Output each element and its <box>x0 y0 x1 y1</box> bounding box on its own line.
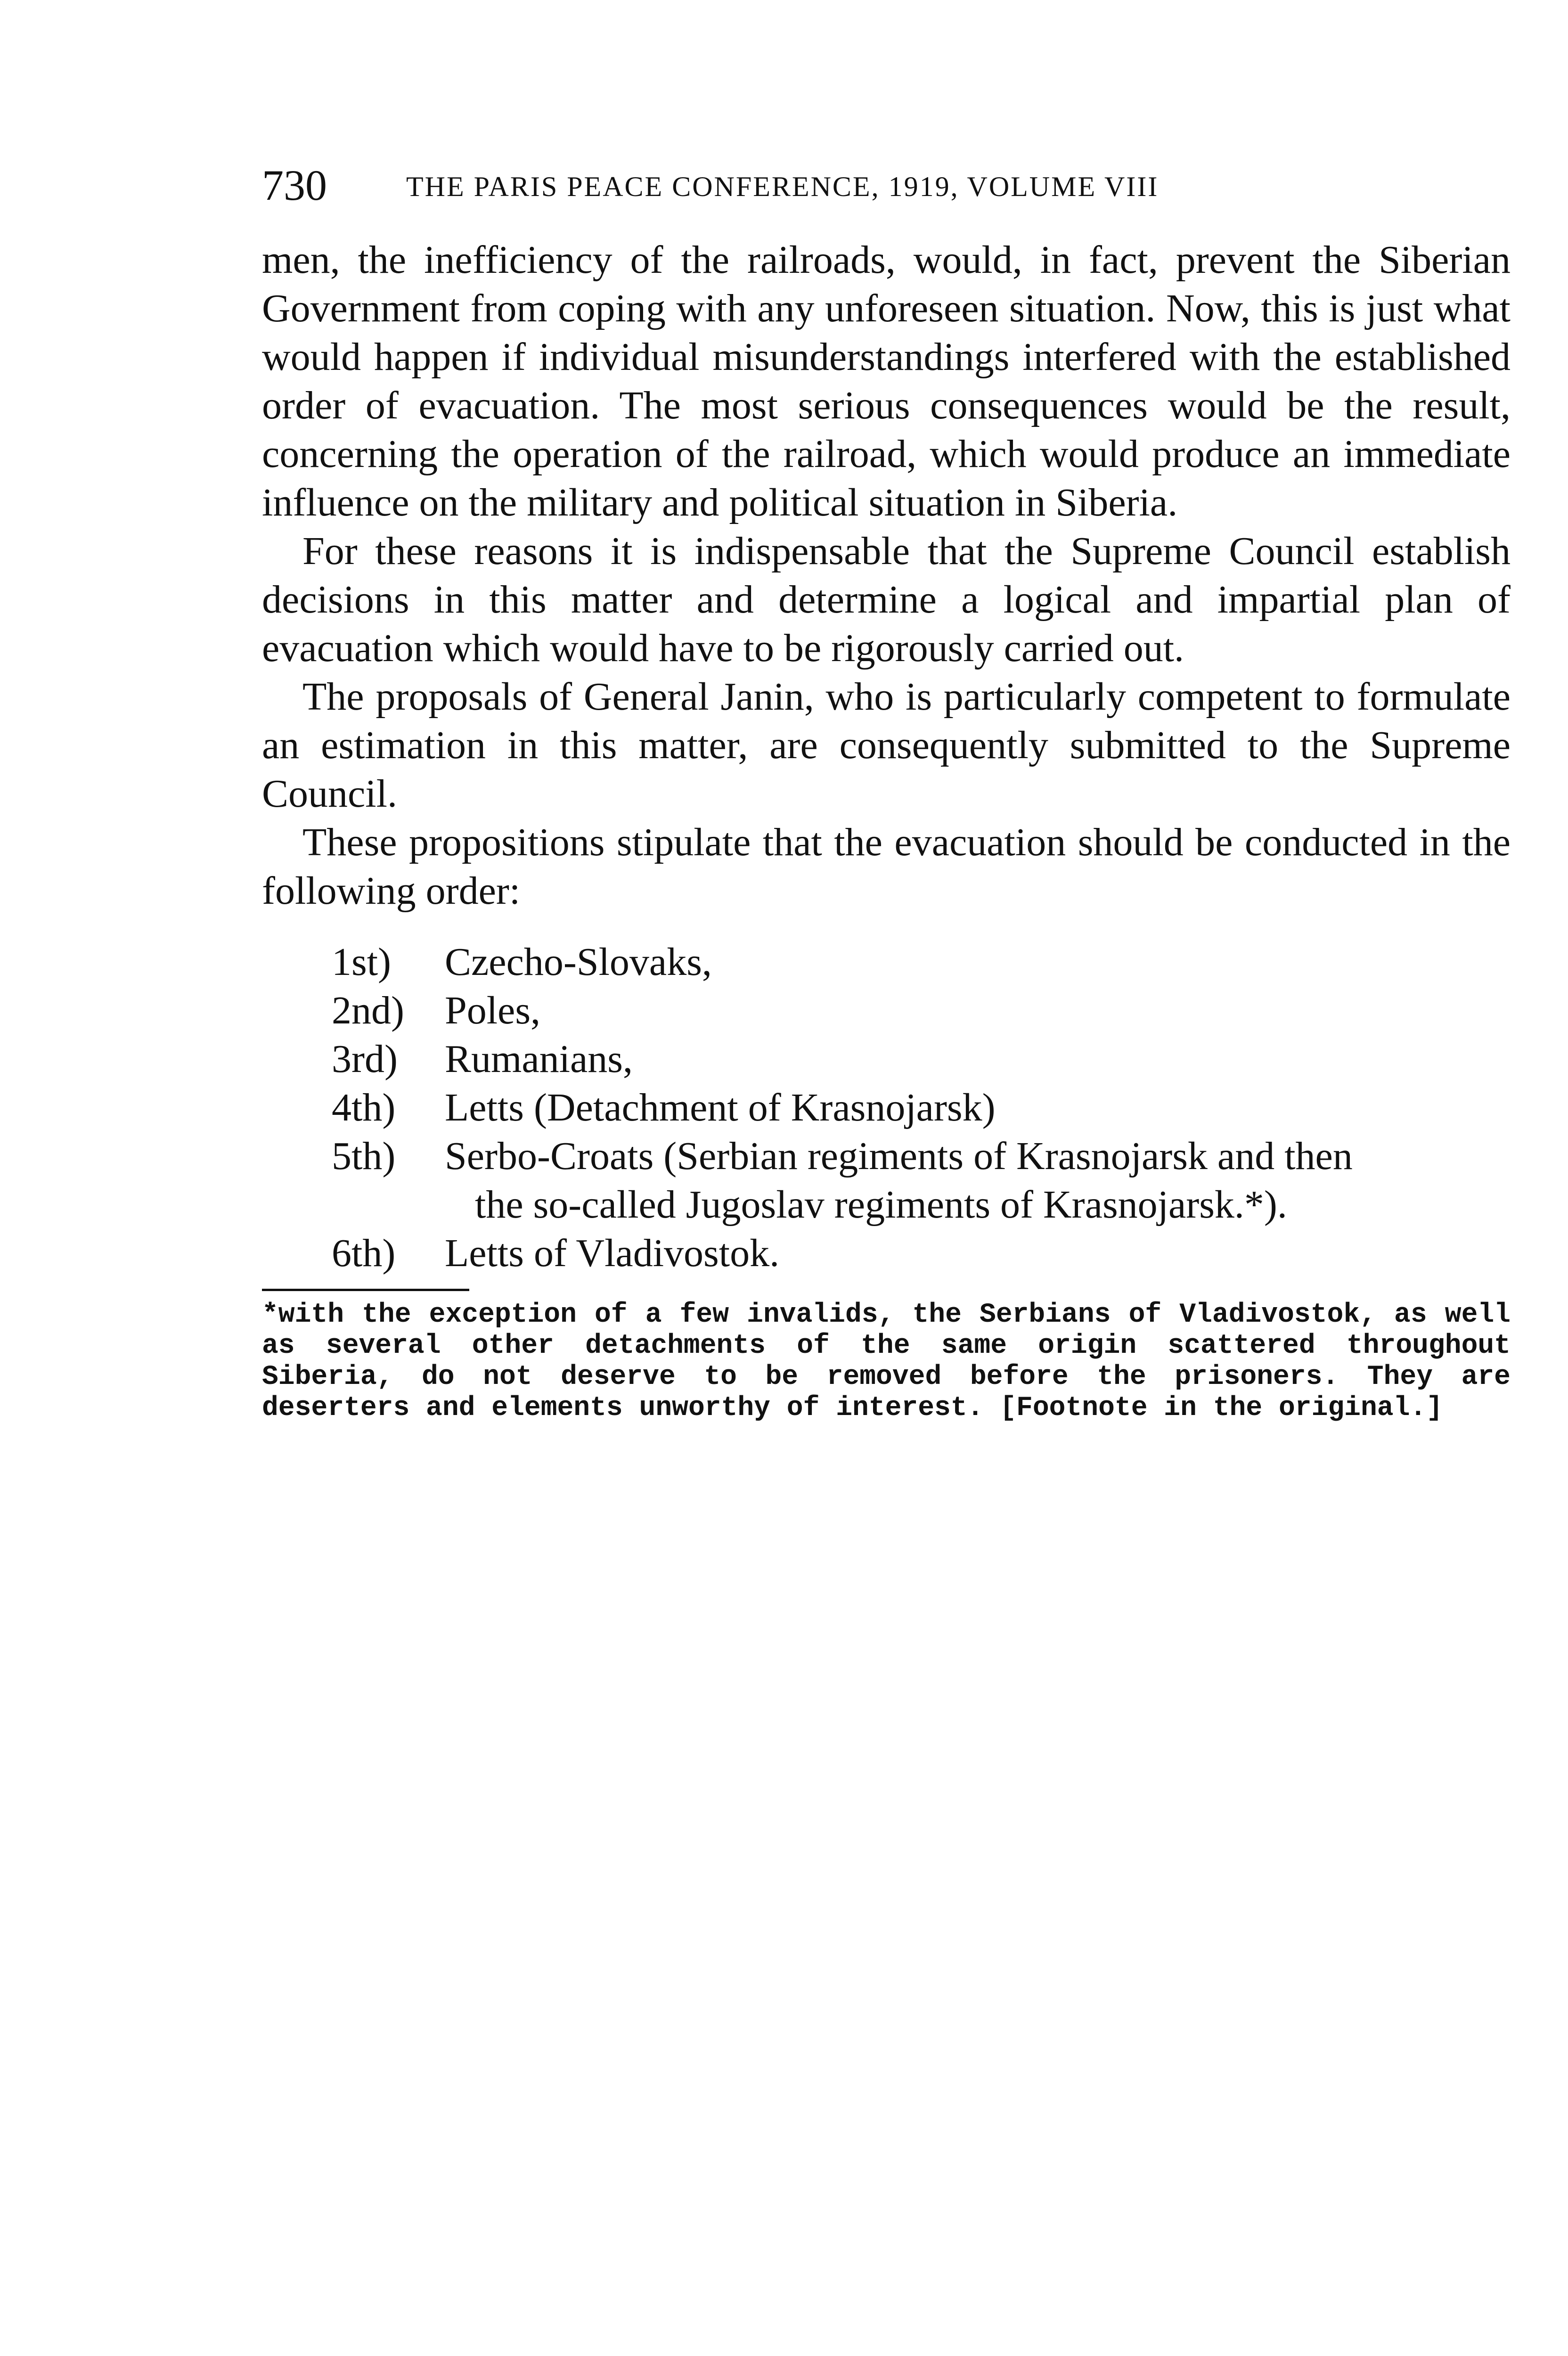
running-head: THE PARIS PEACE CONFERENCE, 1919, VOLUME VIII <box>406 171 1159 202</box>
list-item <box>332 1132 1511 1229</box>
footnote-rule <box>262 1289 469 1291</box>
list-item <box>332 1229 1511 1277</box>
list-item <box>332 986 1511 1035</box>
list-ordinal: 5th) <box>332 1134 396 1178</box>
body-text <box>262 236 1511 1424</box>
paragraph-continued: men, the inefficiency of the railroads, would, in fact, prevent the Siberian Government from coping with any unforeseen situation. Now, this is just what would happen if individual misunderstandings interfered with the established order of evacuation. The most serious consequences would be the result, concerning the operation of the railroad, which would produce an immediate influence on the military and political situation in Siberia. <box>262 238 1511 524</box>
paragraph-reasons: For these reasons it is indispensable that the Supreme Council establish decisions in this matter and determine a logical and impartial plan of evacuation which would have to be rigorously carried out. <box>262 529 1511 670</box>
list-ordinal: 2nd) <box>332 989 404 1032</box>
list-entry: Czecho-Slovaks, <box>445 940 712 984</box>
page-header <box>262 159 1511 211</box>
list-item <box>332 938 1511 986</box>
list-entry: Poles, <box>445 989 541 1032</box>
list-ordinal: 4th) <box>332 1086 396 1129</box>
list-entry-continuation: the so-called Jugoslav regiments of Krasnojarsk.*). <box>475 1183 1287 1227</box>
paragraph-proposals: The proposals of General Janin, who is particularly competent to formulate an estimation in this matter, are consequently submitted to the Supreme Council. <box>262 675 1511 816</box>
list-ordinal: 6th) <box>332 1231 396 1275</box>
list-ordinal: 1st) <box>332 940 391 984</box>
paragraph-propositions: These propositions stipulate that the evacuation should be conducted in the following order: <box>262 820 1511 913</box>
page-number: 730 <box>262 161 327 209</box>
list-item <box>332 1083 1511 1132</box>
list-entry: Serbo-Croats (Serbian regiments of Krasnojarsk and then <box>445 1134 1353 1178</box>
evacuation-order-list <box>262 938 1511 1277</box>
list-entry: Letts (Detachment of Krasnojarsk) <box>445 1086 996 1129</box>
list-entry: Letts of Vladivostok. <box>445 1231 780 1275</box>
list-entry: Rumanians, <box>445 1037 633 1081</box>
list-item <box>332 1035 1511 1083</box>
list-ordinal: 3rd) <box>332 1037 398 1081</box>
footnote: *with the exception of a few invalids, the Serbians of Vladivostok, as well as several other detachments of the same origin scattered throughout Siberia, do not deserve to be removed before the prisoners. They are deserters and elements unworthy of interest. [Footnote in the original.] <box>262 1300 1511 1423</box>
